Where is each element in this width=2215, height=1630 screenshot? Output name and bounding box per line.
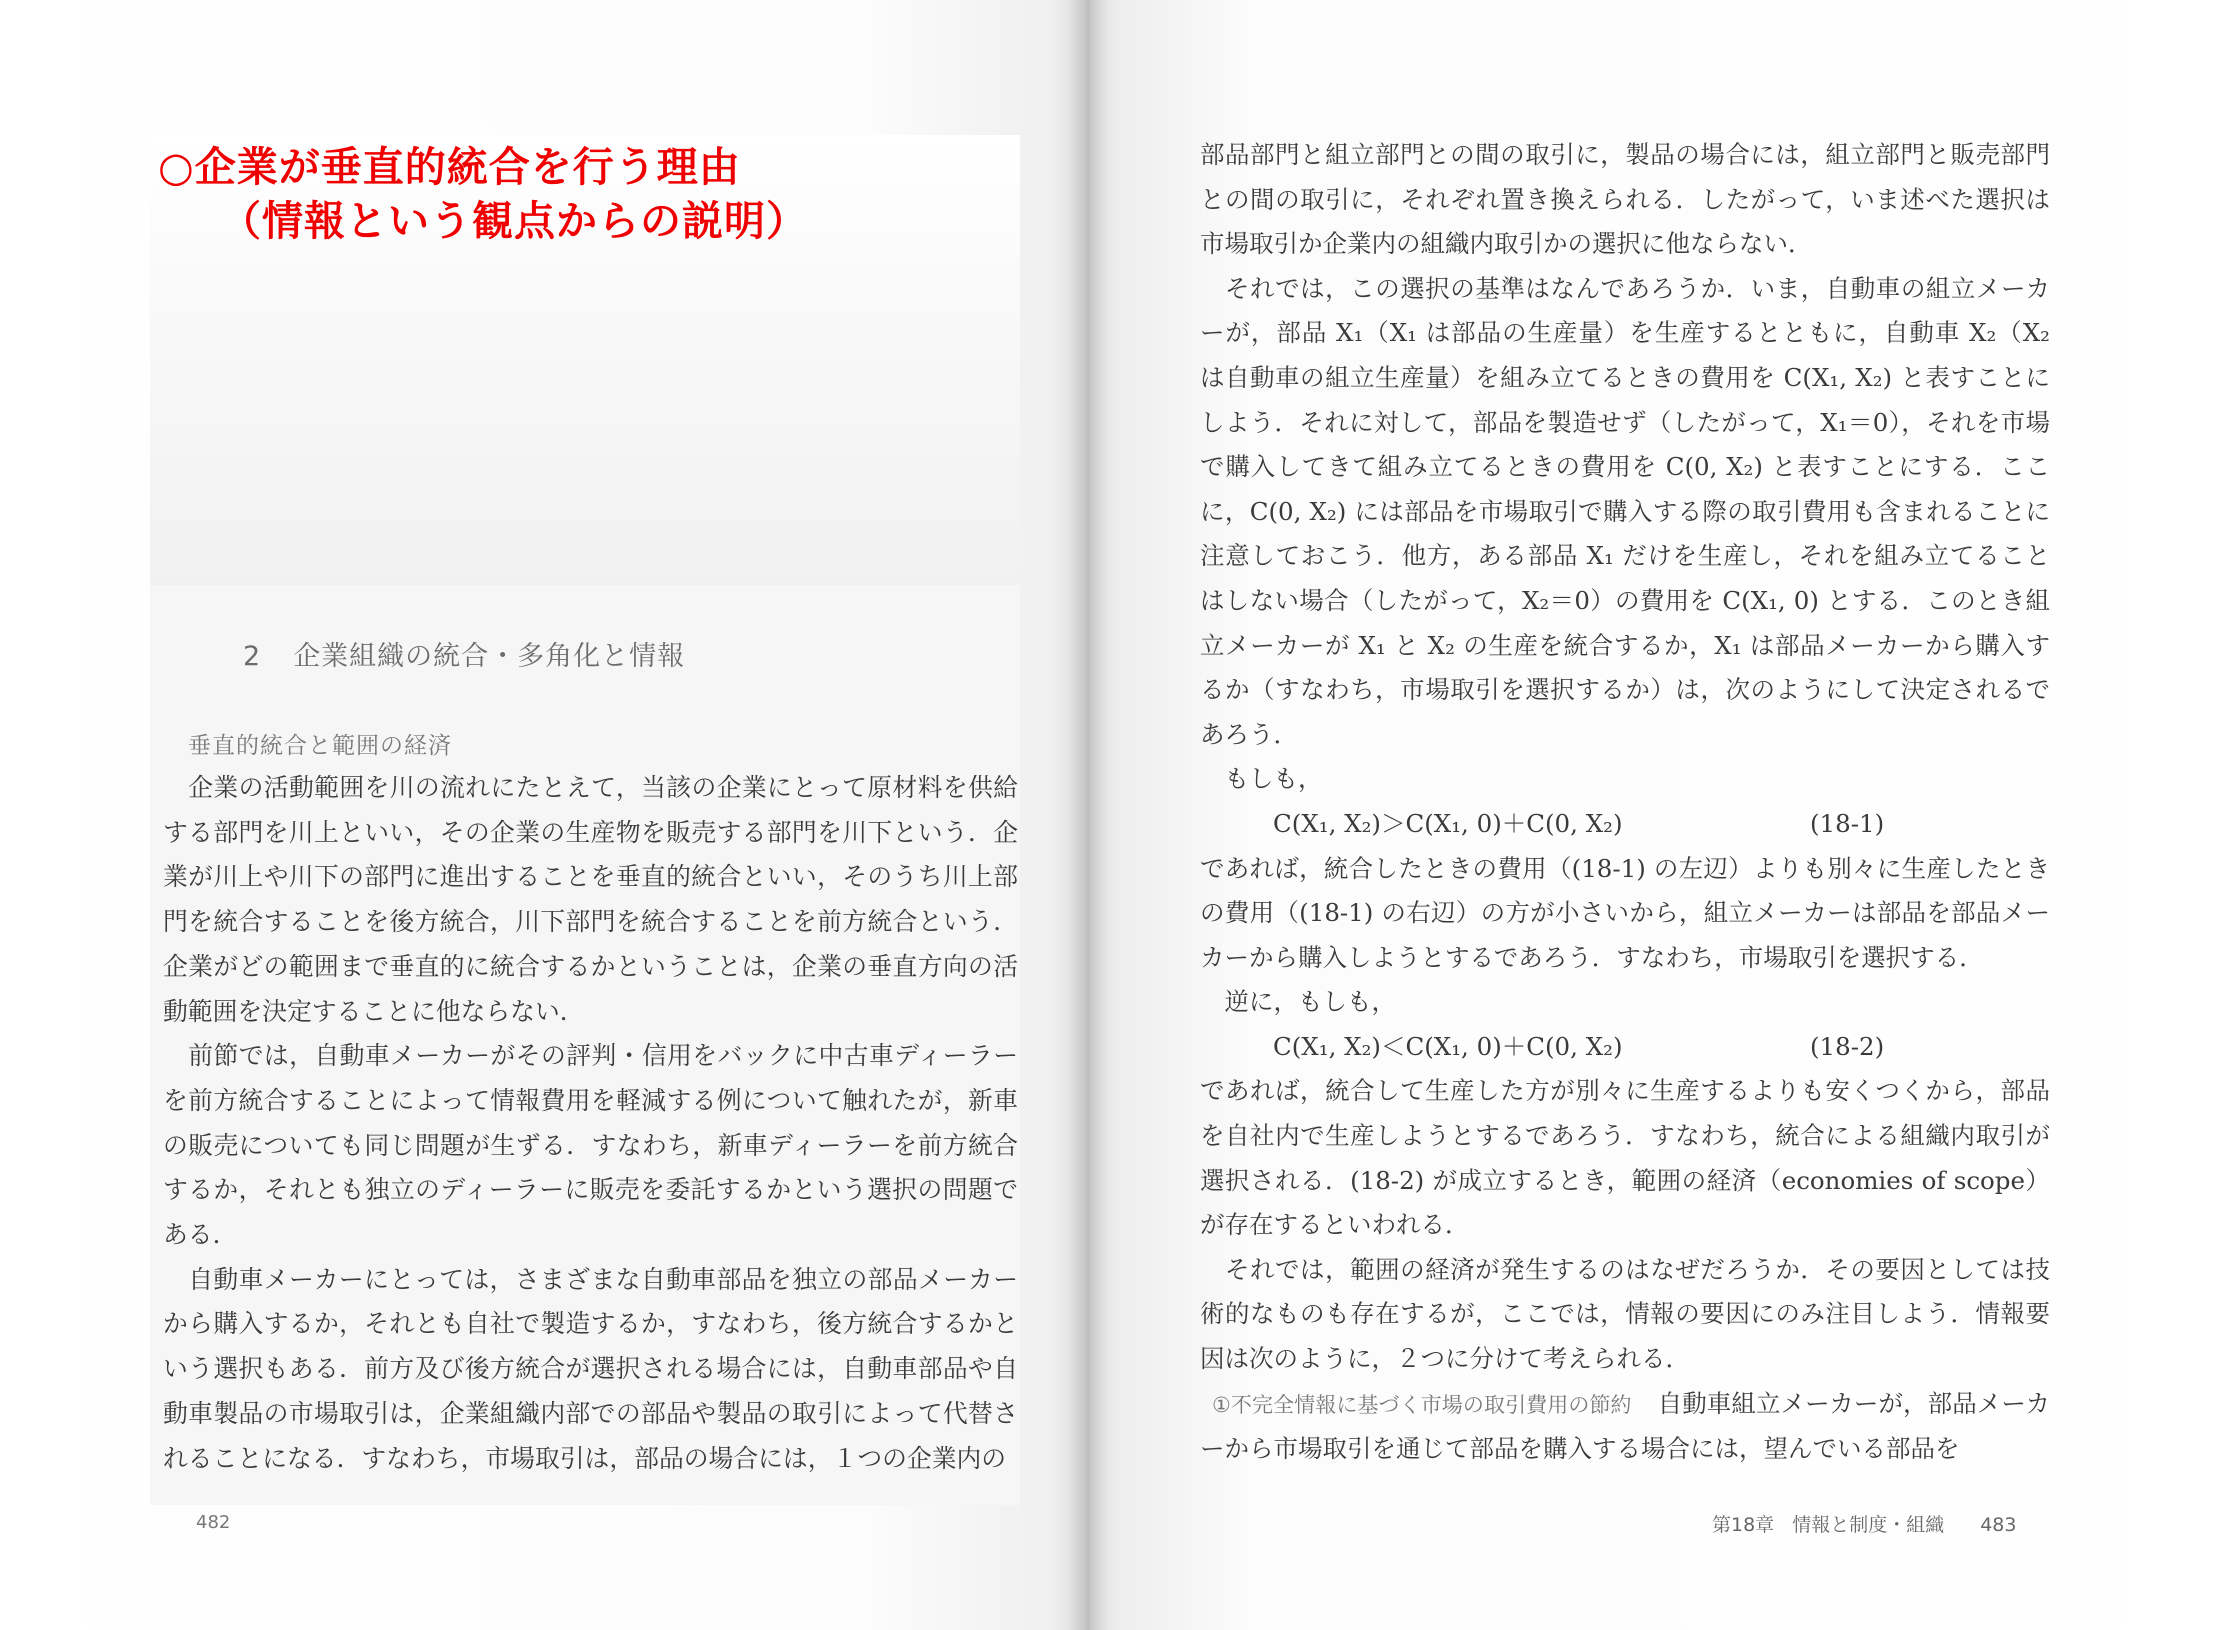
paragraph: であれば，統合したときの費用（(18-1) の左辺）よりも別々に生産したときの費用（(18-1) の右辺）の方が小さいから，組立メーカーは部品を部品メーカーから購入しようとするであろう．すなわち，市場取引を選択する． (1200, 853, 2050, 972)
book-gutter (1068, 0, 1108, 1630)
paragraph: 逆に，もしも， (1200, 987, 1396, 1017)
section-number: 2 (243, 641, 262, 672)
equation-number: (18-1) (1810, 808, 1885, 838)
annotation-line-1: ○企業が垂直的統合を行う理由 (158, 143, 741, 191)
subheading: 垂直的統合と範囲の経済 (188, 733, 452, 759)
running-footer (1712, 1510, 2016, 1537)
left-body-text (163, 766, 1018, 1481)
paragraph: 企業の活動範囲を川の流れにたとえて，当該の企業にとって原材料を供給する部門を川上といい，その企業の生産物を販売する部門を川下という．企業が川上や川下の部門に進出することを垂直的統合といい，そのうち川上部門を統合することを後方統合，川下部門を統合することを前方統合という．企業がどの範囲まで垂直的に統合するかということは，企業の垂直方向の活動範囲を決定することに他ならない． (163, 773, 1018, 1026)
section-heading (243, 634, 685, 673)
annotation-line-2: （情報という観点からの説明） (220, 197, 808, 245)
paragraph: もしも， (1200, 764, 1323, 794)
section-title: 企業組織の統合・多角化と情報 (293, 641, 686, 672)
equation-18-1 (1200, 802, 2050, 847)
equation-expression: C(X₁, X₂)＜C(X₁, 0)＋C(0, X₂) (1273, 1031, 1623, 1061)
equation-expression: C(X₁, X₂)＞C(X₁, 0)＋C(0, X₂) (1273, 808, 1623, 838)
page-number-left: 482 (196, 1512, 231, 1533)
paragraph: 前節では，自動車メーカーがその評判・信用をバックに中古車ディーラーを前方統合することによって情報費用を軽減する例について触れたが，新車の販売についても同じ問題が生ずる．すなわち，新車ディーラーを前方統合するか，それとも独立のディーラーに販売を委託するかという選択の問題である． (163, 1041, 1018, 1250)
red-annotation (158, 140, 808, 248)
footer-title: 情報と制度・組織 (1792, 1514, 1945, 1536)
paragraph: それでは，この選択の基準はなんであろうか．いま，自動車の組立メーカーが，部品 X₁（X₁ は部品の生産量）を生産するとともに，自動車 X₂（X₂ は自動車の組立生産量）を組み立てるときの費用を C(X₁, X₂) と表すことにしよう．それに対して，部品を製造せず（したがって，X₁＝0），それを市場で購入してきて組み立てるときの費用を C(0, X₂) と表すことにする．ここに，C(0, X₂) には部品を市場取引で購入する際の取引費用も含まれることに注意しておこう．他方，ある部品 X₁ だけを生産し，それを組み立てることはしない場合（したがって，X₂＝0）の費用を C(X₁, 0) とする．このとき組立メーカーが X₁ と X₂ の生産を統合するか，X₁ は部品メーカーから購入するか（すなわち，市場取引を選択するか）は，次のようにして決定されるであろう． (1200, 273, 2050, 749)
page-number-right: 483 (1980, 1514, 2017, 1536)
paragraph: 自動車メーカーにとっては，さまざまな自動車部品を独立の部品メーカーから購入するか，それとも自社で製造するか，すなわち，後方統合するかという選択もある．前方及び後方統合が選択される場合には，自動車部品や自動車製品の市場取引は，企業組織内部での部品や製品の取引によって代替されることになる．すなわち，市場取引は，部品の場合には，１つの企業内の (163, 1264, 1018, 1473)
right-body-text (1200, 133, 2050, 1472)
footer-chapter: 第18章 (1712, 1514, 1775, 1536)
equation-number: (18-2) (1810, 1031, 1885, 1061)
equation-18-2 (1200, 1025, 2050, 1070)
paragraph: それでは，範囲の経済が発生するのはなぜだろうか．その要因としては技術的なものも存在するが，ここでは，情報の要因にのみ注目しよう．情報要因は次のように，２つに分けて考えられる． (1200, 1254, 2050, 1374)
enumeration-heading: ①不完全情報に基づく市場の取引費用の節約 (1212, 1392, 1632, 1417)
paragraph-text: 自動車組立メーカーが，部品メーカーから市場取引を通じて部品を購入する場合には，望んでいる部品を (1200, 1388, 2050, 1464)
paragraph: 部品部門と組立部門との間の取引に，製品の場合には，組立部門と販売部門との間の取引に，それぞれ置き換えられる．したがって，いま述べた選択は市場取引か企業内の組織内取引かの選択に他ならない． (1200, 140, 2050, 259)
paragraph (1200, 1382, 2050, 1472)
paragraph: であれば，統合して生産した方が別々に生産するよりも安くつくから，部品を自社内で生産しようとするであろう．すなわち，統合による組織内取引が選択される．(18-2) が成立するとき，範囲の経済（economies of scope）が存在するといわれる． (1200, 1076, 2050, 1240)
